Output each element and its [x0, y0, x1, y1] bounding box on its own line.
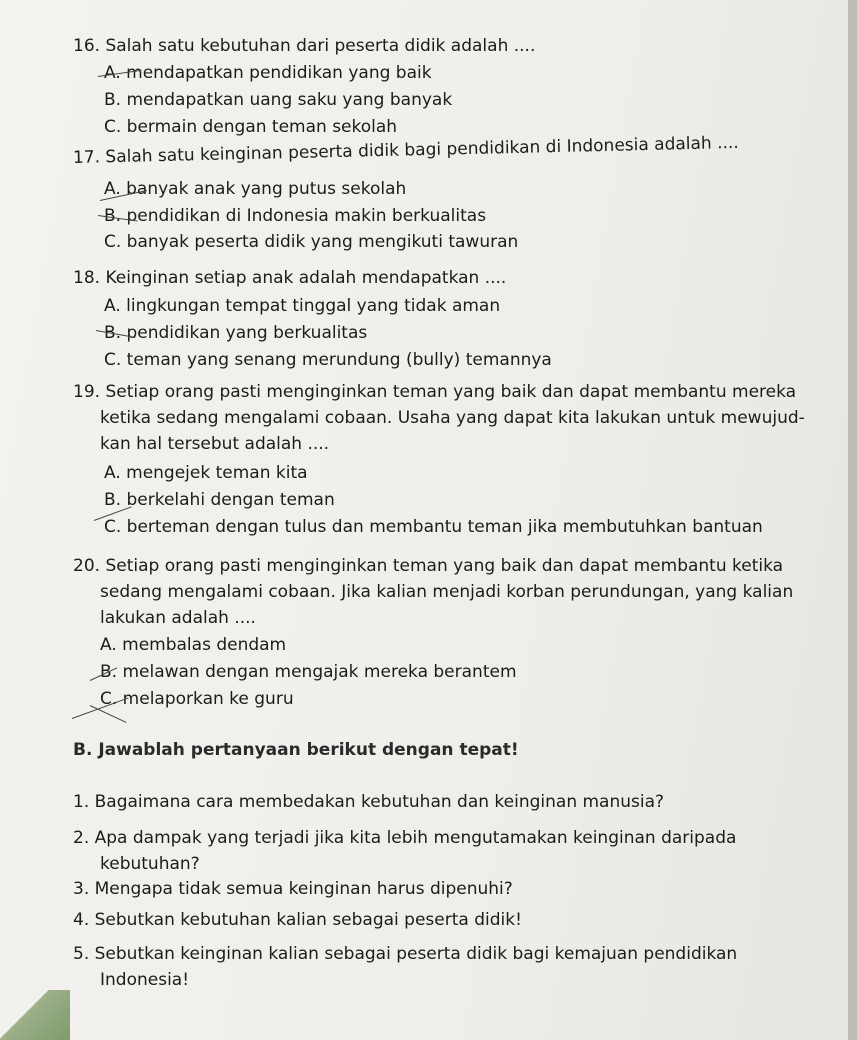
essay-question-5-line-1: 5. Sebutkan keinginan kalian sebagai peserta didik bagi kemajuan pendidikan [73, 944, 738, 964]
q20-option-a: A. membalas dendam [100, 635, 287, 655]
question-19-line-2: ketika sedang mengalami cobaan. Usaha yang dapat kita lakukan untuk mewujud- [100, 408, 805, 428]
q19-option-b: B. berkelahi dengan teman [104, 490, 335, 510]
essay-question-1: 1. Bagaimana cara membedakan kebutuhan dan keinginan manusia? [73, 792, 665, 812]
essay-question-2-line-2: kebutuhan? [100, 854, 200, 874]
q16-option-b: B. mendapatkan uang saku yang banyak [104, 90, 453, 110]
question-20-line-1: 20. Setiap orang pasti menginginkan teman yang baik dan dapat membantu ketika [73, 556, 784, 576]
question-17: 17. Salah satu keinginan peserta didik bagi pendidikan di Indonesia adalah .... [72, 132, 739, 168]
essay-question-2-line-1: 2. Apa dampak yang terjadi jika kita lebih mengutamakan keinginan daripada [73, 828, 737, 848]
question-20-line-2: sedang mengalami cobaan. Jika kalian menjadi korban perundungan, yang kalian [100, 582, 794, 602]
q18-option-b: B. pendidikan yang berkualitas [104, 323, 368, 343]
q19-option-c: C. berteman dengan tulus dan membantu teman jika membutuhkan bantuan [104, 517, 763, 537]
q16-option-a: A. mendapatkan pendidikan yang baik [104, 63, 432, 83]
q17-option-b: B. pendidikan di Indonesia makin berkualitas [104, 206, 487, 226]
q18-option-c: C. teman yang senang merundung (bully) temannya [104, 350, 552, 370]
essay-question-5-line-2: Indonesia! [100, 970, 190, 990]
q16-option-c: C. bermain dengan teman sekolah [104, 117, 398, 137]
q19-option-a: A. mengejek teman kita [104, 463, 308, 483]
q17-option-c: C. banyak peserta didik yang mengikuti tawuran [104, 232, 519, 252]
q17-option-a: A. banyak anak yang putus sekolah [104, 179, 407, 199]
q20-option-c: C. melaporkan ke guru [100, 689, 294, 709]
question-19-line-1: 19. Setiap orang pasti menginginkan teman yang baik dan dapat membantu mereka [73, 382, 797, 402]
question-16: 16. Salah satu kebutuhan dari peserta didik adalah .... [73, 36, 536, 56]
background-corner [0, 990, 70, 1040]
section-b-heading: B. Jawablah pertanyaan berikut dengan tepat! [73, 740, 519, 760]
page-edge [848, 0, 857, 1040]
question-20-line-3: lakukan adalah .... [100, 608, 256, 628]
essay-question-3: 3. Mengapa tidak semua keinginan harus dipenuhi? [73, 879, 513, 899]
question-19-line-3: kan hal tersebut adalah .... [100, 434, 330, 454]
q20-option-b: B. melawan dengan mengajak mereka berantem [100, 662, 517, 682]
q18-option-a: A. lingkungan tempat tinggal yang tidak aman [104, 296, 501, 316]
essay-question-4: 4. Sebutkan kebutuhan kalian sebagai peserta didik! [73, 910, 522, 930]
question-18: 18. Keinginan setiap anak adalah mendapatkan .... [73, 268, 507, 288]
